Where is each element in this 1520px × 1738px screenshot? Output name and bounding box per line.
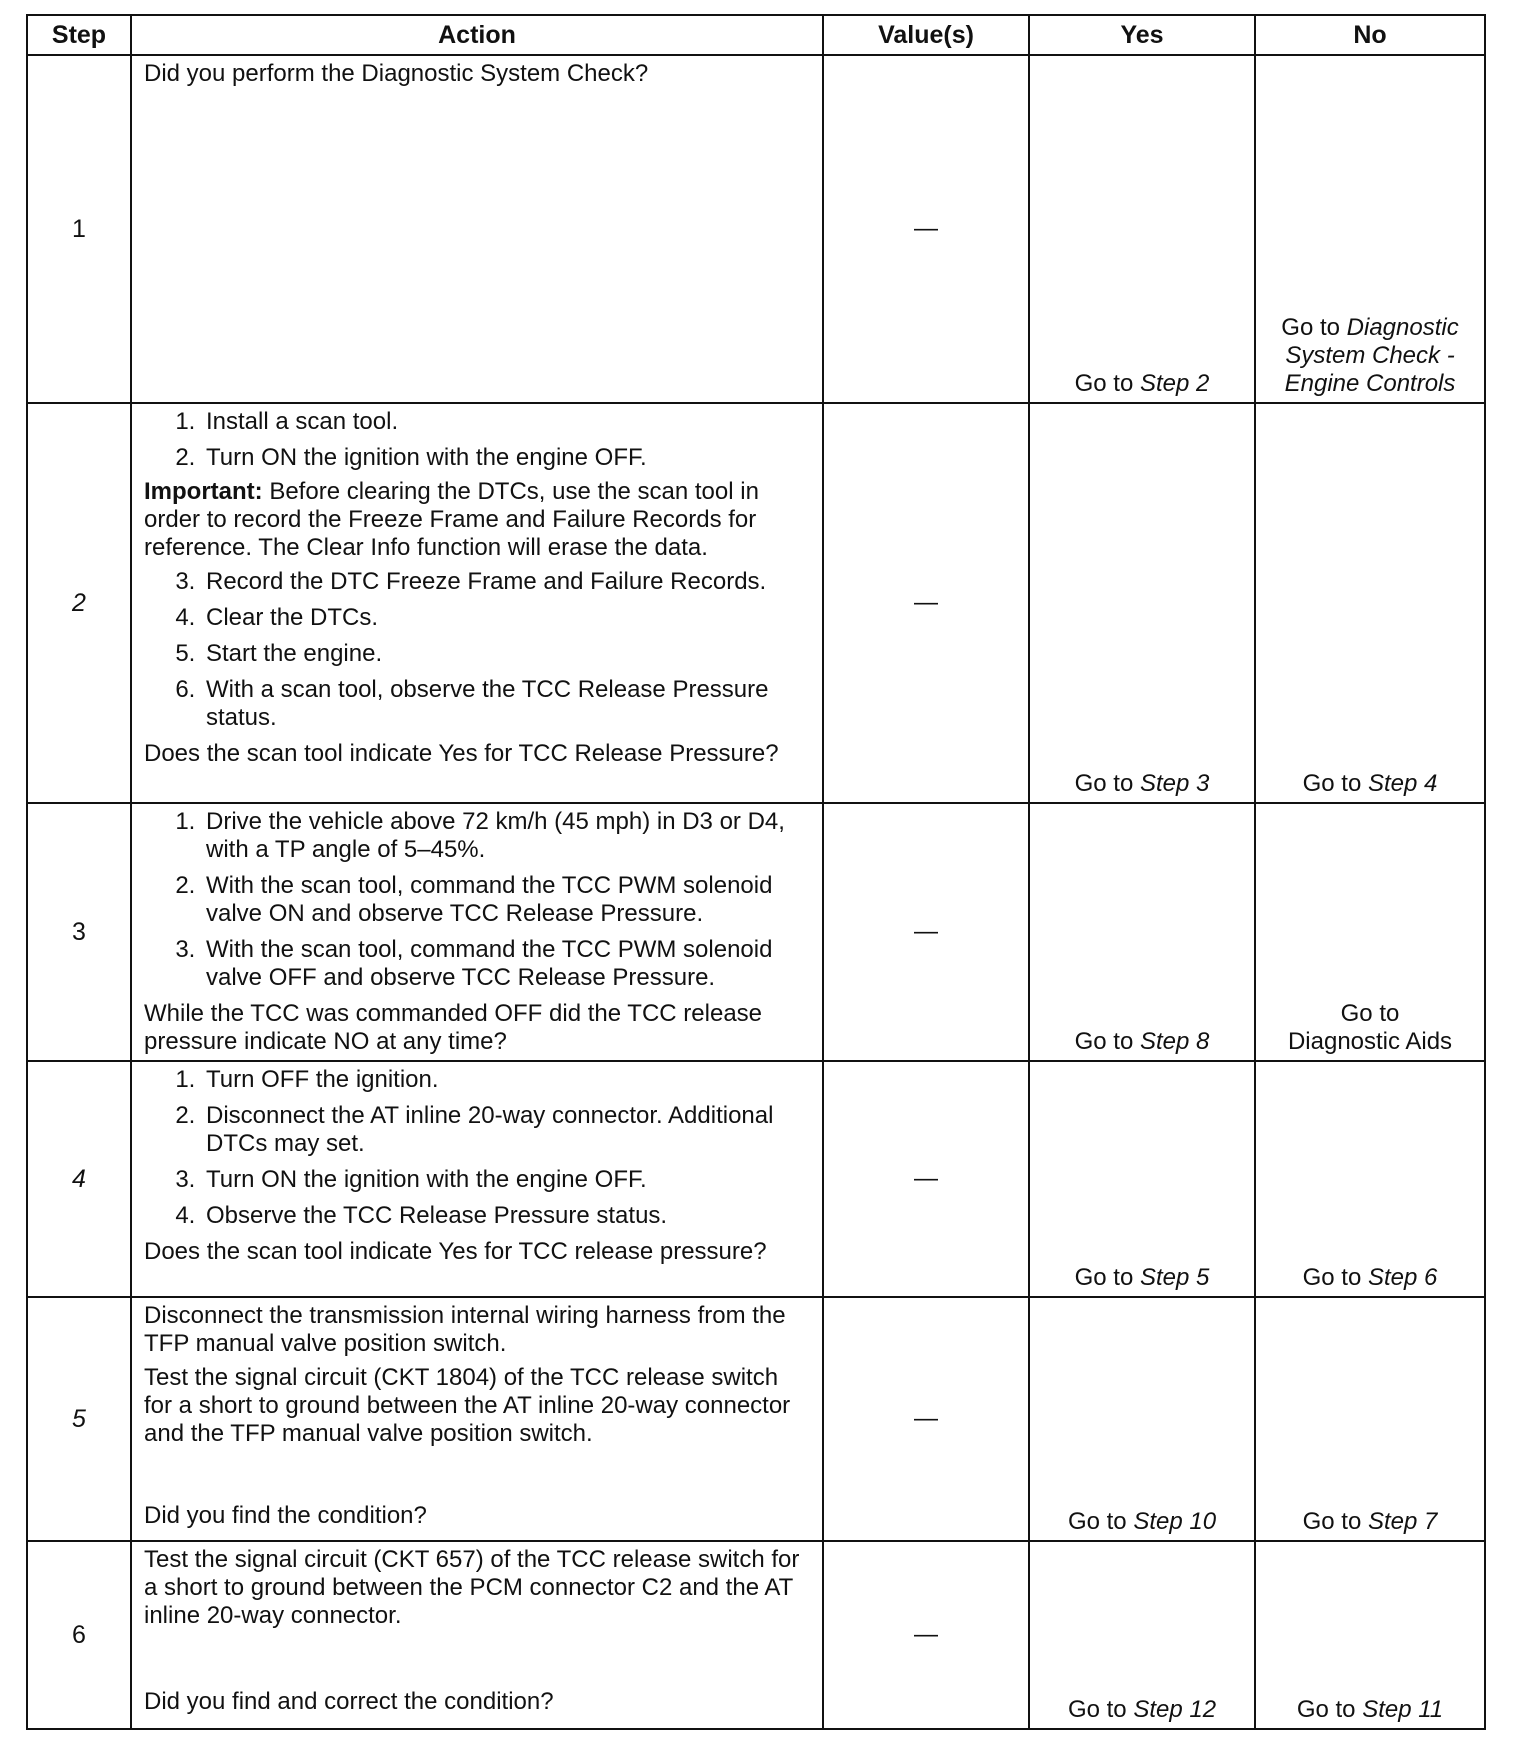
header-step: Step [27,15,131,55]
action-list [144,408,812,472]
yes-cell [1029,803,1255,1061]
goto-prefix: Go to [1302,770,1362,797]
goto-prefix: Go to [1074,370,1134,397]
goto-link-step-11[interactable]: Step 11 [1362,1696,1444,1723]
header-yes: Yes [1029,15,1255,55]
action-item: 1. Install a scan tool. [202,408,812,436]
goto-link-step-6[interactable]: Step 6 [1367,1264,1438,1291]
value-cell: — [823,803,1029,1061]
header-values: Value(s) [823,15,1029,55]
action-item: 2. Turn ON the ignition with the engine OFF. [202,444,812,472]
step-number: 2 [27,403,131,803]
question-text: Does the scan tool indicate Yes for TCC release pressure? [144,1238,767,1265]
goto-prefix: Go to [1067,1508,1127,1535]
action-paragraph: Test the signal circuit (CKT 1804) of the TCC release switch for a short to ground between the AT inline 20-way connector and the TFP manual valve position switch. [144,1364,791,1447]
step-number: 1 [27,55,131,403]
action-list [144,808,812,992]
action-item: 3. With the scan tool, command the TCC PWM solenoid valve OFF and observe TCC Release Pressure. [202,936,812,992]
header-row [27,15,1485,55]
question-text: While the TCC was commanded OFF did the TCC release pressure indicate NO at any time? [144,1000,763,1055]
no-cell [1255,1541,1485,1729]
no-cell [1255,403,1485,803]
goto-prefix: Go to [1302,1264,1362,1291]
action-item: 3. Record the DTC Freeze Frame and Failure Records. [202,568,812,596]
value-cell: — [823,1297,1029,1541]
question-text: Does the scan tool indicate Yes for TCC Release Pressure? [144,740,779,767]
action-item: 3. Turn ON the ignition with the engine OFF. [202,1166,812,1194]
action-cell [131,403,823,803]
yes-cell [1029,1541,1255,1729]
step-number: 5 [27,1297,131,1541]
goto-link-step-4[interactable]: Step 4 [1367,770,1438,797]
goto-link-diagnostic-aids[interactable]: Diagnostic Aids [1287,1028,1453,1055]
goto-link-step-8[interactable]: Step 8 [1139,1028,1210,1055]
goto-prefix: Go to [1067,1696,1127,1723]
important-text: Before clearing the DTCs, use the scan tool in order to record the Freeze Frame and Failure Records for reference. The Clear Info function will erase the data. [144,478,759,561]
goto-prefix: Go to [1074,770,1134,797]
value-cell: — [823,55,1029,403]
goto-link-step-2[interactable]: Step 2 [1139,370,1210,397]
step-number: 6 [27,1541,131,1729]
no-cell [1255,1061,1485,1297]
step-number: 4 [27,1061,131,1297]
action-list [144,568,812,732]
action-item: 5. Start the engine. [202,640,812,668]
yes-cell [1029,1297,1255,1541]
action-list [144,1066,812,1230]
value-cell: — [823,403,1029,803]
goto-link-step-12[interactable]: Step 12 [1133,1696,1217,1723]
step-row-3 [27,803,1485,1061]
value-cell: — [823,1541,1029,1729]
value-cell: — [823,1061,1029,1297]
goto-prefix: Go to [1074,1028,1134,1055]
step-row-4 [27,1061,1485,1297]
goto-prefix: Go to [1302,1508,1362,1535]
header-no: No [1255,15,1485,55]
no-cell [1255,1297,1485,1541]
important-label: Important: [144,478,263,505]
no-cell [1255,803,1485,1061]
action-item: 1. Turn OFF the ignition. [202,1066,812,1094]
yes-cell [1029,403,1255,803]
no-cell [1255,55,1485,403]
goto-link-step-10[interactable]: Step 10 [1133,1508,1217,1535]
action-item: 4. Clear the DTCs. [202,604,812,632]
header-action: Action [131,15,823,55]
step-row-1 [27,55,1485,403]
step-row-2 [27,403,1485,803]
step-number: 3 [27,803,131,1061]
action-cell [131,803,823,1061]
action-item: 2. With the scan tool, command the TCC PWM solenoid valve ON and observe TCC Release Pressure. [202,872,812,928]
step-row-5 [27,1297,1485,1541]
question-text: Did you find the condition? [144,1502,427,1529]
step-row-6 [27,1541,1485,1729]
action-paragraph: Test the signal circuit (CKT 657) of the TCC release switch for a short to ground between the PCM connector C2 and the AT inline 20-way connector. [144,1546,800,1629]
goto-prefix: Go to [1296,1696,1356,1723]
action-item: 4. Observe the TCC Release Pressure status. [202,1202,812,1230]
action-cell [131,55,823,403]
yes-cell [1029,55,1255,403]
goto-link-step-3[interactable]: Step 3 [1139,770,1210,797]
important-note [144,478,812,562]
diagnostic-table [26,14,1486,1730]
action-item: 2. Disconnect the AT inline 20-way connector. Additional DTCs may set. [202,1102,812,1158]
action-cell [131,1297,823,1541]
yes-cell [1029,1061,1255,1297]
action-paragraph: Disconnect the transmission internal wiring harness from the TFP manual valve position switch. [144,1302,786,1357]
action-cell [131,1061,823,1297]
question-text: Did you find and correct the condition? [144,1688,554,1715]
action-cell [131,1541,823,1729]
goto-link-step-7[interactable]: Step 7 [1367,1508,1438,1535]
goto-prefix: Go to [1281,314,1340,341]
goto-prefix: Go to [1074,1264,1134,1291]
question-text: Did you perform the Diagnostic System Check? [144,60,649,87]
goto-link-diagnostic-system-check[interactable]: Diagnostic System Check - Engine Controls [1284,314,1459,397]
action-item: 6. With a scan tool, observe the TCC Release Pressure status. [202,676,812,732]
goto-link-step-5[interactable]: Step 5 [1139,1264,1210,1291]
action-item: 1. Drive the vehicle above 72 km/h (45 mph) in D3 or D4, with a TP angle of 5–45%. [202,808,812,864]
goto-prefix: Go to [1340,1000,1400,1027]
